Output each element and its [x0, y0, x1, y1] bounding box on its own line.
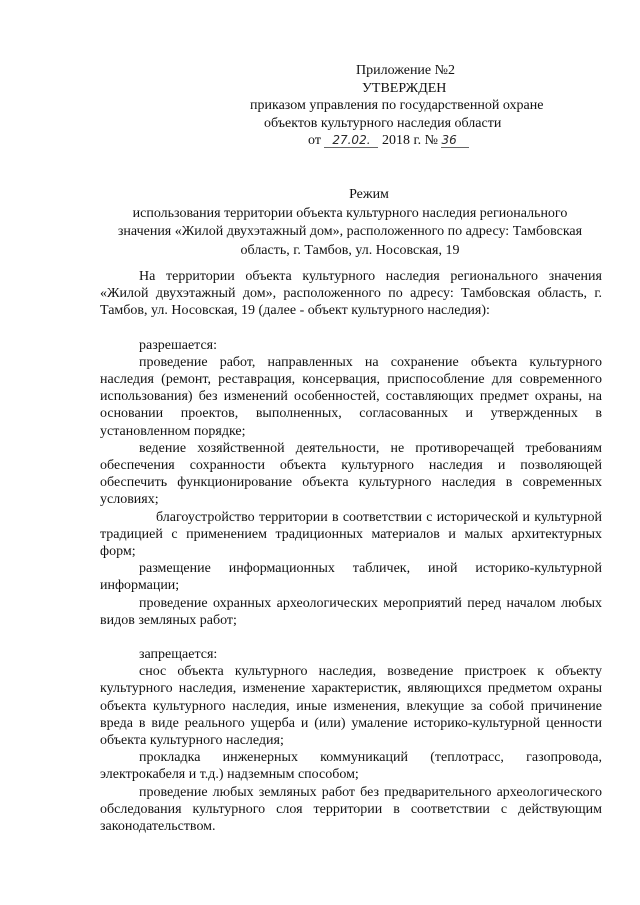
allowed-item: размещение информационных табличек, иной историко-культурной информации; — [100, 561, 602, 594]
allowed-item: проведение охранных археологических мероприятий перед началом любых видов земляных работ; — [100, 595, 602, 628]
order-line-2: объектов культурного наследия области — [264, 115, 502, 131]
title-line-1: использования территории объекта культурного наследия регионального — [132, 205, 568, 221]
spacer — [100, 320, 602, 337]
title-heading: Режим — [349, 187, 389, 202]
date-prefix: от — [308, 133, 321, 148]
order-line-1: приказом управления по государственной охране — [250, 98, 544, 113]
forbidden-item: снос объекта культурного наследия, возведение пристроек к объекту культурного наследия, изменение характеристик, являющихся предметом охраны объекта культурного наследия, иные изменения, влекущие за собой причинение вреда в виде реального ущерба и (или) умаление историко-культурной ценности объекта культурного наследия; — [100, 664, 602, 749]
approval-stamp-block — [250, 62, 580, 150]
annex-number: Приложение №2 — [356, 63, 455, 78]
order-year: 2018 г. — [381, 133, 422, 148]
allowed-item: благоустройство территории в соответствии с исторической и культурной традицией с применением традиционных материалов и малых архитектурных форм; — [100, 509, 602, 560]
title-line-3: область, г. Тамбов, ул. Носовская, 19 — [240, 242, 460, 258]
spacer — [100, 629, 602, 646]
approved-label: УТВЕРЖДЕН — [362, 80, 447, 96]
forbidden-item: проведение любых земляных работ без предварительного археологического обследования культурного слоя территории в соответствии с действующим законодательством. — [100, 784, 602, 835]
forbidden-heading: запрещается: — [139, 647, 218, 663]
document-title — [100, 186, 600, 260]
document-body — [100, 268, 602, 835]
intro-paragraph: На территории объекта культурного наследия регионального значения «Жилой двухэтажный дом», расположенного по адресу: Тамбовская область, г. Тамбов, ул. Носовская, 19 (далее - объект культурного наследия): — [100, 269, 602, 319]
order-date-line — [250, 132, 580, 150]
handwritten-date: 27.02. — [324, 134, 378, 148]
allowed-item: ведение хозяйственной деятельности, не противоречащей требованиям обеспечения сохранности объекта культурного наследия и позволяющей обеспечить функционирование объекта культурного наследия в современных условиях; — [100, 440, 602, 508]
number-prefix: № — [424, 133, 438, 148]
allowed-item: проведение работ, направленных на сохранение объекта культурного наследия (ремонт, реставрация, консервация, приспособление для современного использования) без изменений особенностей, составляющих предмет охраны, на основании проектов, выполненных, согласованных и утвержденных в установленном порядке; — [100, 354, 602, 439]
forbidden-item: прокладка инженерных коммуникаций (теплотрасс, газопровода, электрокабеля и т.д.) надземным способом; — [100, 750, 602, 783]
allowed-heading: разрешается: — [139, 337, 217, 353]
handwritten-number: 36 — [441, 134, 469, 148]
title-line-2: значения «Жилой двухэтажный дом», расположенного по адресу: Тамбовская — [117, 224, 583, 239]
